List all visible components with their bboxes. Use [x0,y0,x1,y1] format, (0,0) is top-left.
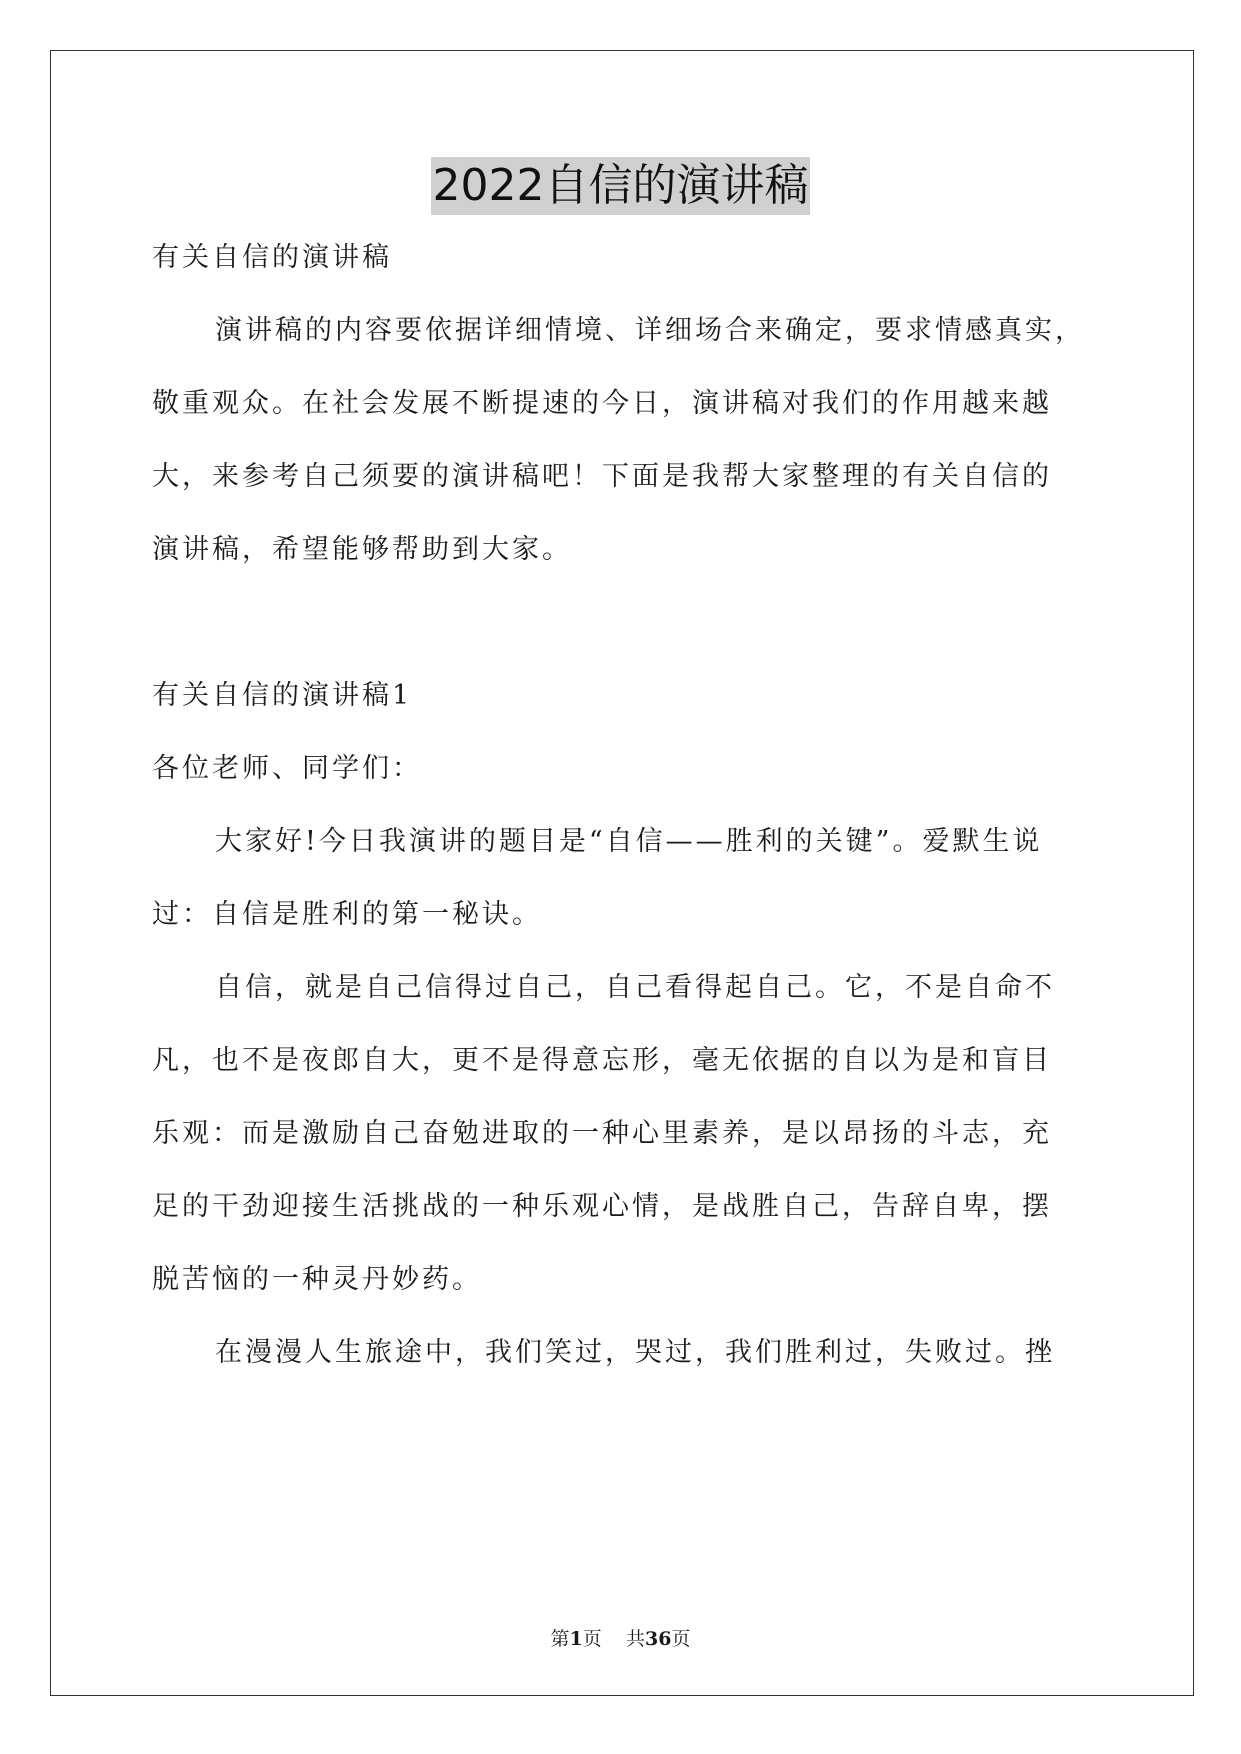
total-pages: 36 [644,1628,672,1650]
paragraph-line: 脱苦恼的一种灵丹妙药。 [152,1264,482,1295]
page-footer [0,1626,1241,1652]
paragraph-line: 乐观：而是激励自己奋勉进取的一种心里素养，是以昂扬的斗志，充 [152,1118,1052,1149]
paragraph-line: 足的干劲迎接生活挑战的一种乐观心情，是战胜自己，告辞自卑，摆 [152,1191,1052,1222]
page-prefix: 第 [550,1628,570,1650]
paragraph-line: 演讲稿，希望能够帮助到大家。 [152,534,572,565]
paragraph-line: 演讲稿的内容要依据详细情境、详细场合来确定，要求情感真实， [215,315,1085,346]
paragraph-line: 大家好!今日我演讲的题目是“自信——胜利的关键”。爱默生说 [215,826,1043,857]
title-container [0,157,1241,215]
section-heading: 有关自信的演讲稿1 [152,680,413,711]
paragraph-line: 过：自信是胜利的第一秘诀。 [152,899,542,930]
paragraph-line: 在漫漫人生旅途中，我们笑过，哭过，我们胜利过，失败过。挫 [215,1337,1055,1368]
total-suffix: 页 [671,1628,691,1650]
total-prefix: 共 [625,1628,645,1650]
document-title: 2022自信的演讲稿 [431,157,811,215]
page-border [50,50,1194,1696]
paragraph-line: 凡，也不是夜郎自大，更不是得意忘形，毫无依据的自以为是和盲目 [152,1045,1052,1076]
page-number: 1 [569,1628,583,1650]
section-heading: 有关自信的演讲稿 [152,242,392,273]
page-suffix: 页 [582,1628,602,1650]
paragraph-line: 自信，就是自己信得过自己，自己看得起自己。它，不是自命不 [215,972,1055,1003]
paragraph-line: 敬重观众。在社会发展不断提速的今日，演讲稿对我们的作用越来越 [152,388,1052,419]
paragraph-line: 大，来参考自己须要的演讲稿吧！下面是我帮大家整理的有关自信的 [152,461,1052,492]
salutation: 各位老师、同学们： [152,753,422,784]
